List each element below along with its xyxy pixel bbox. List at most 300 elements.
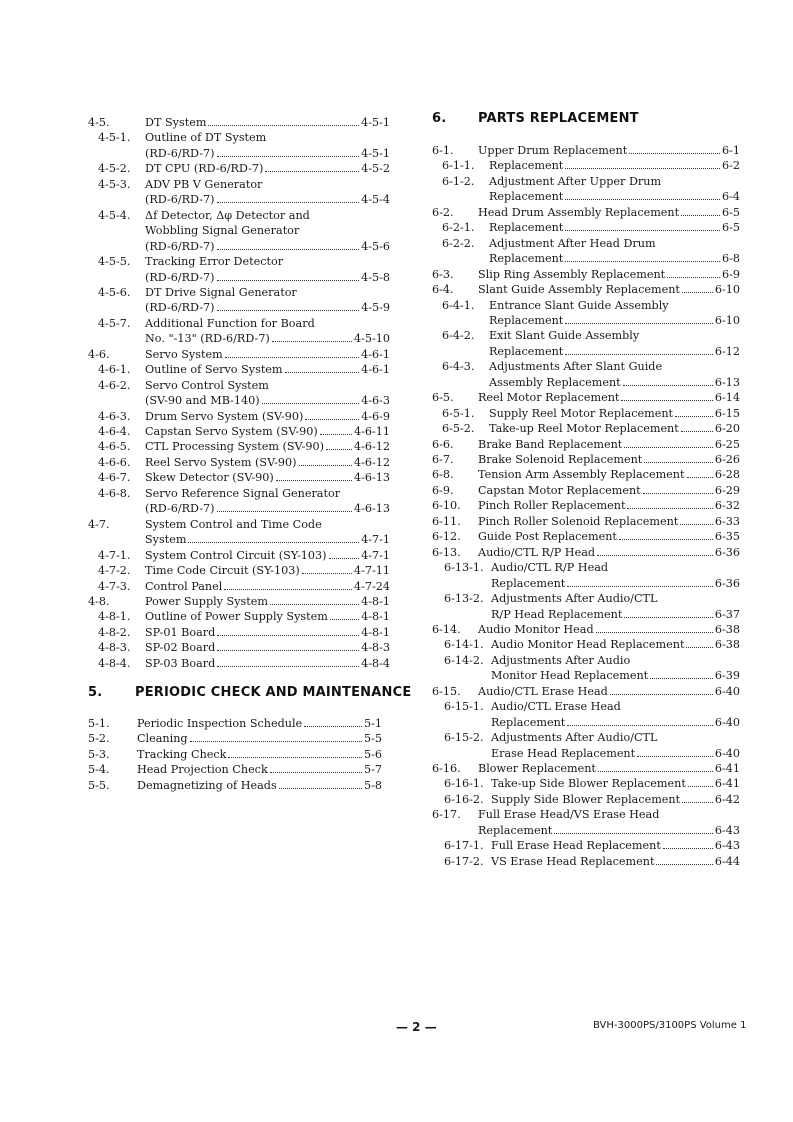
toc-page-number: 6-42 [714,792,740,806]
toc-entry-line [0,498,740,513]
toc-page-number: 4-6-12 [353,440,390,454]
toc-section-number: 4-5-3. [98,177,131,191]
toc-page-number: 6-14 [714,391,740,405]
toc-page-number: 6-40 [714,684,740,698]
toc-entry-line [0,854,740,869]
toc-section-number: 4-8-2. [98,625,131,639]
toc-entry-line [0,607,740,622]
toc-entry-title: DT System [145,116,207,129]
dot-leader [623,384,713,386]
toc-entry-line [0,220,740,235]
toc-page-number: 6-32 [714,499,740,513]
toc-page-number: 6-25 [714,437,740,451]
toc-section-number: 4-5-6. [98,285,131,299]
toc-entry-title: Tracking Check [137,747,227,761]
toc-page-number: 4-8-1 [361,594,390,608]
toc-section-number: 4-7-2. [98,564,131,578]
toc-entry-title: Capstan Servo System (SV-90) [145,425,318,438]
toc-entry-line [0,746,740,761]
toc-entry-line [0,421,740,436]
toc-page-number: 4-5-6 [361,239,390,253]
toc-page-number: 4-6-11 [353,425,390,438]
toc-page-number: 6-15 [714,406,740,420]
toc-entry-title: (RD-6/RD-7) [145,502,215,516]
dot-leader [565,167,720,169]
toc-section-number: 4-5-1. [98,131,131,145]
toc-entry-title: DT CPU (RD-6/RD-7) [145,162,264,176]
section-title: PERIODIC CHECK AND MAINTENANCE [135,685,412,700]
section-number: 6. [432,111,447,126]
toc-entry-title: Replacement [489,221,564,235]
toc-entry-title: Slip Ring Assembly Replacement [478,267,666,281]
toc-entry-line [0,313,740,328]
toc-entry-line [0,328,740,343]
toc-entry-title: SP-01 Board [145,625,216,639]
toc-entry-title: Tension Arm Assembly Replacement [478,468,685,482]
toc-entry-title: Cleaning [137,732,188,746]
toc-section-number: 6-5-1. [442,406,475,420]
toc-section-number: 5-4. [88,763,110,777]
toc-section-number: 6-13-2. [444,592,484,606]
toc-entry-line [0,761,740,776]
dot-leader [667,276,720,278]
toc-section-number: 6-2-1. [442,221,475,235]
toc-entry-title: SP-02 Board [145,641,216,655]
toc-entry-title: (RD-6/RD-7) [145,301,215,315]
toc-entry-title: Replacement [489,313,564,327]
toc-section-number: 4-6-1. [98,363,131,377]
toc-page-number: 6-44 [714,854,740,868]
dot-leader [624,616,713,618]
toc-section-number: 6-4-3. [442,360,475,374]
toc-entry-title: Adjustments After Audio/CTL [491,592,658,606]
toc-entry-line [0,359,740,374]
toc-page-number: 6-41 [714,762,740,775]
toc-entry-line [0,467,740,482]
toc-section-number: 4-6-2. [98,378,131,392]
toc-section-number: 4-8-4. [98,656,131,670]
toc-entry-line [0,576,740,591]
toc-entry-title: Servo System [145,347,223,361]
toc-entry-line [0,545,740,560]
toc-page-number: 6-29 [714,483,740,497]
toc-page-number: 6-9 [721,267,740,281]
toc-page-number: 6-41 [714,777,740,791]
toc-section-number: 6-14-1. [444,638,484,652]
toc-entry-line [0,267,740,282]
toc-page-number: 4-8-1 [361,610,390,624]
toc-entry-title: Replacement [491,576,566,590]
toc-entry-title: Upper Drum Replacement [478,144,628,157]
dot-leader [627,507,712,509]
toc-page-number: 4-6-13 [353,502,390,516]
toc-entry-title: Adjustment After Head Drum [489,236,656,250]
toc-page-number: 6-13 [714,375,740,389]
toc-section-number: 4-5-7. [98,316,131,330]
toc-page-number: 6-40 [714,715,740,729]
toc-entry-line [0,668,740,683]
toc-entry-line [0,529,740,544]
dot-leader [565,260,720,262]
toc-entry-line [0,730,740,745]
toc-entry-line [0,390,740,405]
toc-section-number: 6-5. [432,391,454,405]
toc-section-number: 6-4. [432,283,454,297]
dot-leader [610,693,713,695]
toc-section-number: 4-8. [88,594,110,608]
toc-section-number: 6-2-2. [442,236,475,250]
toc-entry-title: Assembly Replacement [489,375,621,389]
toc-entry-title: Audio Monitor Head [478,622,594,636]
section-title: PARTS REPLACEMENT [478,111,639,126]
toc-page-number: 4-6-3 [361,394,390,408]
toc-entry-line [0,699,740,714]
toc-entry-title: Audio/CTL R/P Head [478,545,596,559]
dot-leader [565,322,713,324]
toc-entry-line [0,622,740,637]
toc-entry-title: Reel Servo System (SV-90) [145,455,297,469]
toc-entry-line [0,205,740,220]
toc-entry-title: (RD-6/RD-7) [145,146,215,160]
toc-page-number: 4-5-1 [361,146,390,160]
toc-entry-title: (RD-6/RD-7) [145,239,215,253]
dot-leader [208,124,359,126]
toc-entry-title: Capstan Motor Replacement [478,483,641,497]
toc-section-number: 6-16-2. [444,792,484,806]
toc-page-number: 6-43 [714,839,740,853]
toc-page-number: 4-6-1 [361,363,390,377]
dot-leader [637,755,713,757]
toc-page-number: 4-8-3 [361,641,390,655]
toc-entry-line [0,158,740,173]
dot-leader [681,214,720,216]
dot-leader [565,229,720,231]
toc-section-number: 6-12. [432,530,461,544]
toc-section-number: 5-1. [88,717,110,730]
dot-leader [621,399,712,401]
toc-page-number: 4-6-9 [361,409,390,423]
toc-page-number: 6-33 [714,514,740,528]
dot-leader [682,801,713,803]
toc-entry-title: System Control and Time Code [145,517,322,531]
toc-page-number: 5-5 [363,732,382,746]
toc-section-number: 6-2. [432,205,454,219]
toc-section-number: 5-5. [88,778,110,792]
dot-leader [619,538,713,540]
dot-leader [644,461,713,463]
toc-page-number: 5-7 [363,763,382,777]
toc-entry-title: Power Supply System [145,594,269,608]
toc-entry-line [0,823,740,838]
toc-entry-line [0,684,740,699]
toc-entry-title: Outline of Power Supply System [145,610,328,624]
toc-page-number: 6-10 [714,283,740,297]
toc-entry-line [0,807,740,822]
toc-entry-title: Full Erase Head/VS Erase Head [478,808,660,822]
toc-entry-title: Adjustments After Slant Guide [489,360,663,374]
toc-entry-title: Additional Function for Board [145,316,315,330]
toc-entry-line [0,115,390,130]
toc-entry-title: Pinch Roller Solenoid Replacement [478,514,679,528]
toc-page-number: 6-5 [721,221,740,235]
toc-section-number: 6-1-2. [442,174,475,188]
toc-entry-line [0,143,740,158]
toc-section-number: 4-7-3. [98,579,131,593]
toc-section-number: 6-10. [432,499,461,513]
toc-page-number: 6-37 [714,607,740,621]
toc-page-number: 6-36 [714,576,740,590]
toc-section-number: 6-6. [432,437,454,451]
toc-section-number: 6-16-1. [444,777,484,791]
toc-entry-title: Entrance Slant Guide Assembly [489,298,669,312]
toc-section-number: 5-2. [88,732,110,746]
toc-section-number: 6-9. [432,483,454,497]
toc-page-number: 6-20 [714,422,740,436]
footer-model-volume: BVH-3000PS/3100PS Volume 1 [593,1020,747,1031]
toc-page-number: 6-38 [714,622,740,636]
toc-page-number: 6-2 [721,159,740,173]
toc-entry-line [0,715,740,730]
dot-leader [680,523,713,525]
dot-leader [598,770,713,772]
toc-section-number: 4-6-7. [98,471,131,485]
toc-page-number: 4-8-4 [361,656,390,670]
toc-entry-title: Periodic Inspection Schedule [137,717,303,730]
toc-entry-line [0,514,740,529]
dot-leader [675,415,713,417]
toc-entry-title: No. "-13" (RD-6/RD-7) [145,332,270,346]
toc-entry-line [0,282,740,297]
toc-entry-line [0,560,740,575]
toc-entry-title: DT Drive Signal Generator [145,285,297,299]
toc-entry-title: Take-up Side Blower Replacement [491,777,686,791]
toc-section-number: 6-15-1. [444,700,484,714]
toc-section-number: 4-6-6. [98,455,131,469]
toc-entry-line [0,251,740,266]
toc-entry-line [0,298,740,313]
toc-entry-title: Control Panel [145,579,223,593]
toc-entry-title: Exit Slant Guide Assembly [489,329,640,343]
toc-section-number: 4-5-2. [98,162,131,176]
toc-entry-title: Guide Post Replacement [478,530,617,544]
dot-leader [567,585,713,587]
dot-leader [629,152,720,154]
toc-page-number: 4-6-1 [361,347,390,361]
toc-entry-line [0,792,740,807]
dot-leader [624,446,713,448]
toc-entry-title: Drum Servo System (SV-90) [145,409,304,423]
toc-section-number: 6-4-1. [442,298,475,312]
toc-entry-title: Head Drum Assembly Replacement [478,205,680,219]
dot-leader [596,631,713,633]
toc-page-number: 6-12 [714,344,740,358]
toc-entry-title: Tracking Error Detector [145,255,284,269]
toc-entry-title: Head Projection Check [137,763,268,777]
toc-entry-line [0,653,740,668]
toc-entry-title: Supply Side Blower Replacement [491,792,681,806]
toc-entry-title: Brake Solenoid Replacement [478,453,643,466]
toc-entry-title: Adjustments After Audio [491,653,631,667]
toc-entry-title: R/P Head Replacement [491,607,623,621]
footer-page-number: — 2 — [396,1020,437,1034]
toc-page-number: 6-43 [714,823,740,837]
toc-section-number: 4-8-1. [98,610,131,624]
toc-section-number: 6-1. [432,144,454,157]
toc-section-number: 6-4-2. [442,329,475,343]
toc-entry-title: ADV PB V Generator [145,177,263,191]
dot-leader [554,832,713,834]
toc-page-number: 6-38 [714,638,740,652]
toc-entry-line [0,236,740,251]
toc-section-number: 6-15-2. [444,731,484,745]
dot-leader [567,724,713,726]
toc-entry-line [0,174,740,189]
toc-section-number: 6-17-2. [444,854,484,868]
dot-leader [681,430,713,432]
toc-entry-line [0,375,740,390]
toc-page-number: 4-7-24 [353,579,390,593]
toc-entry-title: Blower Replacement [478,762,596,775]
toc-entry-title: Audio/CTL R/P Head [491,561,609,575]
toc-page-number: 4-5-2 [361,162,390,176]
toc-section-number: 4-6-5. [98,440,131,454]
toc-page-number: 5-8 [363,778,382,792]
toc-section-number: 6-13-1. [444,561,484,575]
toc-entry-title: Monitor Head Replacement [491,669,649,683]
toc-entry-title: VS Erase Head Replacement [491,854,655,868]
toc-entry-title: Replacement [491,715,566,729]
toc-entry-title: Brake Band Replacement [478,437,623,451]
dot-leader [650,677,713,679]
toc-page-number: 4-6-12 [353,455,390,469]
toc-section-number: 6-8. [432,468,454,482]
toc-page-number: 4-7-1 [361,548,390,562]
toc-entry-line [0,406,740,421]
toc-entry-line [0,437,740,452]
dot-leader [565,198,720,200]
toc-page-number: 4-8-1 [361,625,390,639]
toc-section-number: 4-7. [88,517,110,531]
toc-page-number: 6-35 [714,530,740,544]
toc-entry-title: Δf Detector, Δφ Detector and [145,208,310,222]
toc-entry-title: Servo Control System [145,378,269,392]
toc-entry-line [0,452,740,467]
toc-page-number: 4-5-4 [361,193,390,207]
toc-entry-title: (RD-6/RD-7) [145,270,215,284]
toc-entry-title: Audio/CTL Erase Head [491,700,621,714]
toc-section-number: 4-8-3. [98,641,131,655]
toc-page-number: 6-10 [714,313,740,327]
toc-section-number: 6-3. [432,267,454,281]
toc-entry-title: Take-up Reel Motor Replacement [489,422,679,436]
toc-page-number: 4-5-9 [361,301,390,315]
toc-page-number: 4-7-11 [353,564,390,578]
toc-entry-title: Adjustments After Audio/CTL [491,731,658,745]
toc-entry-title: Reel Motor Replacement [478,391,620,405]
toc-entry-line [0,776,740,791]
toc-entry-title: Full Erase Head Replacement [491,839,661,853]
dot-leader [643,492,713,494]
toc-entry-title: Audio Monitor Head Replacement [491,638,685,652]
toc-section-number: 4-6. [88,347,110,361]
dot-leader [565,353,713,355]
dot-leader [663,847,713,849]
dot-leader [656,863,712,865]
toc-section-number: 6-11. [432,514,461,528]
toc-page-number: 4-5-8 [361,270,390,284]
toc-section-number: 6-17. [432,808,461,822]
toc-entry-title: Replacement [489,190,564,204]
toc-section-number: 6-16. [432,762,461,775]
toc-entry-title: System Control Circuit (SY-103) [145,548,327,562]
toc-section-number: 6-5-2. [442,422,475,436]
toc-entry-title: Skew Detector (SV-90) [145,471,274,485]
toc-page-number: 4-5-1 [361,116,390,129]
dot-leader [688,785,713,787]
toc-page-number: 6-28 [714,468,740,482]
toc-section-number: 6-17-1. [444,839,484,853]
toc-entry-line [0,344,740,359]
section-number: 5. [88,685,103,700]
toc-entry-title: Servo Reference Signal Generator [145,486,341,500]
toc-entry-title: Replacement [489,344,564,358]
toc-entry-title: Replacement [489,159,564,173]
dot-leader [686,646,712,648]
toc-section-number: 4-5-4. [98,208,131,222]
toc-section-number: 4-6-4. [98,425,131,438]
toc-entry-title: Demagnetizing of Heads [137,778,277,792]
toc-section-number: 6-13. [432,545,461,559]
toc-entry-line [0,591,740,606]
toc-page-number: 4-5-10 [353,332,390,346]
toc-page-number: 6-4 [721,190,740,204]
toc-page-number: 6-39 [714,669,740,683]
toc-section-number: 6-1-1. [442,159,475,173]
toc-section-number: 5-3. [88,747,110,761]
toc-entry-line [0,637,740,652]
toc-page-number: 6-8 [721,252,740,266]
toc-entry-title: SP-03 Board [145,656,216,670]
toc-entry-title: Adjustment After Upper Drum [489,174,662,188]
toc-page-number: 6-1 [721,144,740,157]
toc-entry-title: Replacement [478,823,553,837]
dot-leader [687,476,713,478]
toc-section-number: 4-6-8. [98,486,131,500]
toc-entry-title: Outline of DT System [145,131,267,145]
toc-entry-title: CTL Processing System (SV-90) [145,440,324,454]
toc-page-number: 5-1 [363,717,382,730]
dot-leader [597,554,713,556]
toc-section-number: 6-15. [432,684,461,698]
toc-entry-title: Slant Guide Assembly Replacement [478,283,680,297]
toc-page-number: 5-6 [363,747,382,761]
toc-entry-line [0,838,740,853]
toc-page-number: 6-26 [714,453,740,466]
toc-entry-title: System [145,533,187,547]
toc-entry-title: Supply Reel Motor Replacement [489,406,674,420]
toc-section-number: 4-5-5. [98,255,131,269]
toc-section-number: 6-7. [432,453,454,466]
toc-entry-title: (RD-6/RD-7) [145,193,215,207]
toc-section-number: 6-14. [432,622,461,636]
toc-entry-title: Erase Head Replacement [491,746,636,760]
toc-entry-title: (SV-90 and MB-140) [145,394,260,408]
toc-entry-title: Replacement [489,252,564,266]
toc-section-number: 4-5. [88,116,110,129]
toc-entry-line [0,189,740,204]
toc-page-number: 6-36 [714,545,740,559]
toc-page-number: 4-6-13 [353,471,390,485]
